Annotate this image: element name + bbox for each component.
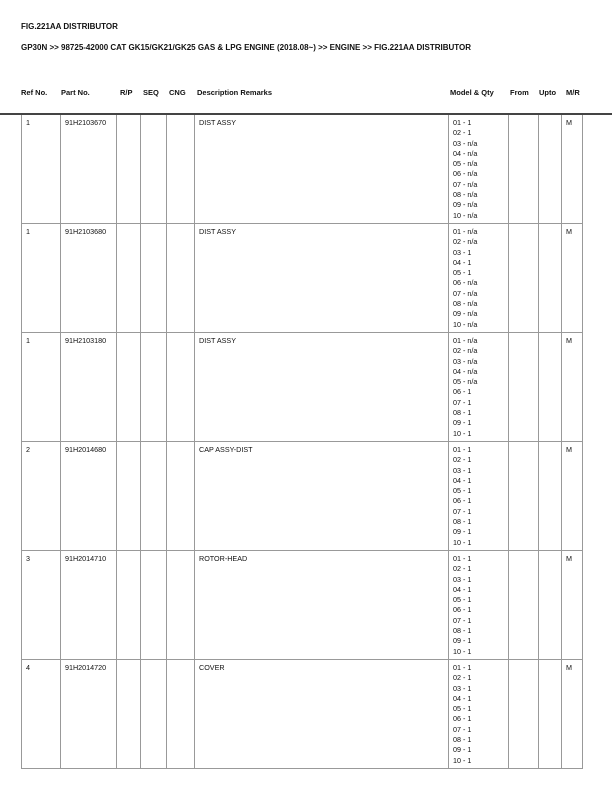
model-qty-line: 10 - n/a	[453, 319, 478, 329]
cell-from	[509, 115, 539, 223]
model-qty-line: 07 - 1	[453, 615, 472, 625]
model-qty-line: 05 - 1	[453, 704, 472, 714]
model-qty-line: 03 - 1	[453, 683, 472, 693]
model-qty-line: 08 - 1	[453, 735, 472, 745]
model-qty-line: 03 - 1	[453, 574, 472, 584]
model-qty-line: 04 - 1	[453, 475, 472, 485]
cell-rp	[117, 550, 141, 659]
model-qty-line: 02 - 1	[453, 455, 472, 465]
cell-ref-no: 3	[22, 550, 61, 659]
cell-seq	[141, 550, 167, 659]
cell-part-no: 91H2103670	[61, 115, 117, 223]
model-qty-line: 03 - 1	[453, 247, 472, 257]
cell-seq	[141, 115, 167, 223]
model-qty-line: 05 - 1	[453, 595, 472, 605]
cell-from	[509, 332, 539, 441]
model-qty-line: 03 - 1	[453, 465, 472, 475]
cell-seq	[141, 332, 167, 441]
cell-cng	[167, 441, 195, 550]
model-qty-line: 06 - n/a	[453, 278, 478, 288]
cell-part-no: 91H2103680	[61, 223, 117, 332]
header-model-qty: Model & Qty	[450, 88, 494, 97]
cell-mr: M	[562, 223, 583, 332]
model-qty-line: 09 - 1	[453, 418, 472, 428]
cell-description: DIST ASSY	[195, 115, 449, 223]
model-qty-line: 04 - 1	[453, 257, 472, 267]
cell-ref-no: 2	[22, 441, 61, 550]
model-qty-line: 07 - 1	[453, 506, 472, 516]
model-qty-line: 03 - n/a	[453, 356, 478, 366]
cell-ref-no: 1	[22, 332, 61, 441]
cell-description: ROTOR-HEAD	[195, 550, 449, 659]
cell-cng	[167, 550, 195, 659]
table-row	[22, 550, 583, 659]
cell-from	[509, 550, 539, 659]
cell-mr: M	[562, 441, 583, 550]
parts-table	[21, 115, 583, 769]
cell-cng	[167, 659, 195, 768]
cell-model-qty	[449, 332, 509, 441]
model-qty-line: 08 - n/a	[453, 299, 478, 309]
model-qty-line: 04 - 1	[453, 584, 472, 594]
header-seq: SEQ	[143, 88, 159, 97]
table-row	[22, 659, 583, 768]
model-qty-line: 05 - n/a	[453, 159, 478, 169]
cell-mr: M	[562, 332, 583, 441]
cell-mr: M	[562, 659, 583, 768]
header-mr: M/R	[566, 88, 580, 97]
cell-description: CAP ASSY-DIST	[195, 441, 449, 550]
cell-upto	[539, 441, 562, 550]
cell-model-qty	[449, 659, 509, 768]
cell-part-no: 91H2014720	[61, 659, 117, 768]
cell-model-qty	[449, 115, 509, 223]
cell-rp	[117, 659, 141, 768]
page-title: FIG.221AA DISTRIBUTOR	[21, 22, 118, 31]
model-qty-line: 08 - n/a	[453, 190, 478, 200]
cell-mr: M	[562, 550, 583, 659]
cell-description: DIST ASSY	[195, 223, 449, 332]
breadcrumb: GP30N >> 98725-42000 CAT GK15/GK21/GK25 GAS & LPG ENGINE (2018.08~) >> ENGINE >> FIG.221AA DISTRIBUTOR	[21, 43, 472, 52]
cell-upto	[539, 659, 562, 768]
model-qty-line: 06 - 1	[453, 605, 472, 615]
cell-part-no: 91H2014710	[61, 550, 117, 659]
model-qty-line: 07 - 1	[453, 397, 472, 407]
cell-seq	[141, 223, 167, 332]
header-rp: R/P	[120, 88, 133, 97]
model-qty-line: 03 - n/a	[453, 138, 478, 148]
cell-upto	[539, 550, 562, 659]
cell-ref-no: 1	[22, 115, 61, 223]
model-qty-line: 01 - n/a	[453, 335, 478, 345]
cell-rp	[117, 332, 141, 441]
table-row	[22, 223, 583, 332]
header-ref-no: Ref No.	[21, 88, 48, 97]
cell-rp	[117, 115, 141, 223]
header-upto: Upto	[539, 88, 557, 97]
cell-seq	[141, 441, 167, 550]
cell-part-no: 91H2014680	[61, 441, 117, 550]
model-qty-line: 09 - n/a	[453, 309, 478, 319]
cell-from	[509, 659, 539, 768]
model-qty-line: 05 - n/a	[453, 377, 478, 387]
model-qty-line: 06 - 1	[453, 496, 472, 506]
model-qty-line: 02 - 1	[453, 673, 472, 683]
cell-rp	[117, 223, 141, 332]
table-row	[22, 441, 583, 550]
cell-from	[509, 441, 539, 550]
model-qty-line: 06 - 1	[453, 714, 472, 724]
model-qty-line: 02 - 1	[453, 128, 472, 138]
model-qty-line: 08 - 1	[453, 408, 472, 418]
cell-cng	[167, 115, 195, 223]
header-cng: CNG	[169, 88, 186, 97]
model-qty-line: 08 - 1	[453, 626, 472, 636]
model-qty-line: 10 - 1	[453, 537, 472, 547]
model-qty-line: 10 - n/a	[453, 210, 478, 220]
cell-ref-no: 4	[22, 659, 61, 768]
model-qty-line: 01 - 1	[453, 444, 472, 454]
model-qty-line: 09 - 1	[453, 745, 472, 755]
model-qty-line: 05 - 1	[453, 268, 472, 278]
cell-seq	[141, 659, 167, 768]
model-qty-line: 09 - n/a	[453, 200, 478, 210]
cell-upto	[539, 223, 562, 332]
cell-mr: M	[562, 115, 583, 223]
model-qty-line: 01 - 1	[453, 553, 472, 563]
model-qty-line: 07 - 1	[453, 724, 472, 734]
model-qty-line: 04 - n/a	[453, 148, 478, 158]
model-qty-line: 04 - 1	[453, 693, 472, 703]
table-row	[22, 332, 583, 441]
cell-part-no: 91H2103180	[61, 332, 117, 441]
cell-description: COVER	[195, 659, 449, 768]
model-qty-line: 06 - 1	[453, 387, 472, 397]
model-qty-line: 01 - 1	[453, 118, 472, 127]
header-from: From	[510, 88, 529, 97]
model-qty-line: 10 - 1	[453, 646, 472, 656]
cell-model-qty	[449, 223, 509, 332]
model-qty-line: 06 - n/a	[453, 169, 478, 179]
cell-rp	[117, 441, 141, 550]
model-qty-line: 08 - 1	[453, 517, 472, 527]
header-part-no: Part No.	[61, 88, 90, 97]
cell-description: DIST ASSY	[195, 332, 449, 441]
model-qty-line: 09 - 1	[453, 636, 472, 646]
cell-from	[509, 223, 539, 332]
cell-ref-no: 1	[22, 223, 61, 332]
model-qty-line: 10 - 1	[453, 428, 472, 438]
model-qty-line: 02 - n/a	[453, 237, 478, 247]
model-qty-line: 01 - 1	[453, 662, 472, 672]
header-description: Description Remarks	[197, 88, 273, 97]
model-qty-line: 02 - n/a	[453, 346, 478, 356]
model-qty-line: 09 - 1	[453, 527, 472, 537]
table-row	[22, 115, 583, 223]
cell-cng	[167, 332, 195, 441]
model-qty-line: 10 - 1	[453, 755, 472, 765]
cell-upto	[539, 115, 562, 223]
cell-model-qty	[449, 550, 509, 659]
model-qty-line: 04 - n/a	[453, 366, 478, 376]
model-qty-line: 02 - 1	[453, 564, 472, 574]
cell-cng	[167, 223, 195, 332]
model-qty-line: 05 - 1	[453, 486, 472, 496]
cell-model-qty	[449, 441, 509, 550]
model-qty-line: 07 - n/a	[453, 179, 478, 189]
model-qty-line: 07 - n/a	[453, 288, 478, 298]
model-qty-line: 01 - n/a	[453, 226, 478, 236]
cell-upto	[539, 332, 562, 441]
